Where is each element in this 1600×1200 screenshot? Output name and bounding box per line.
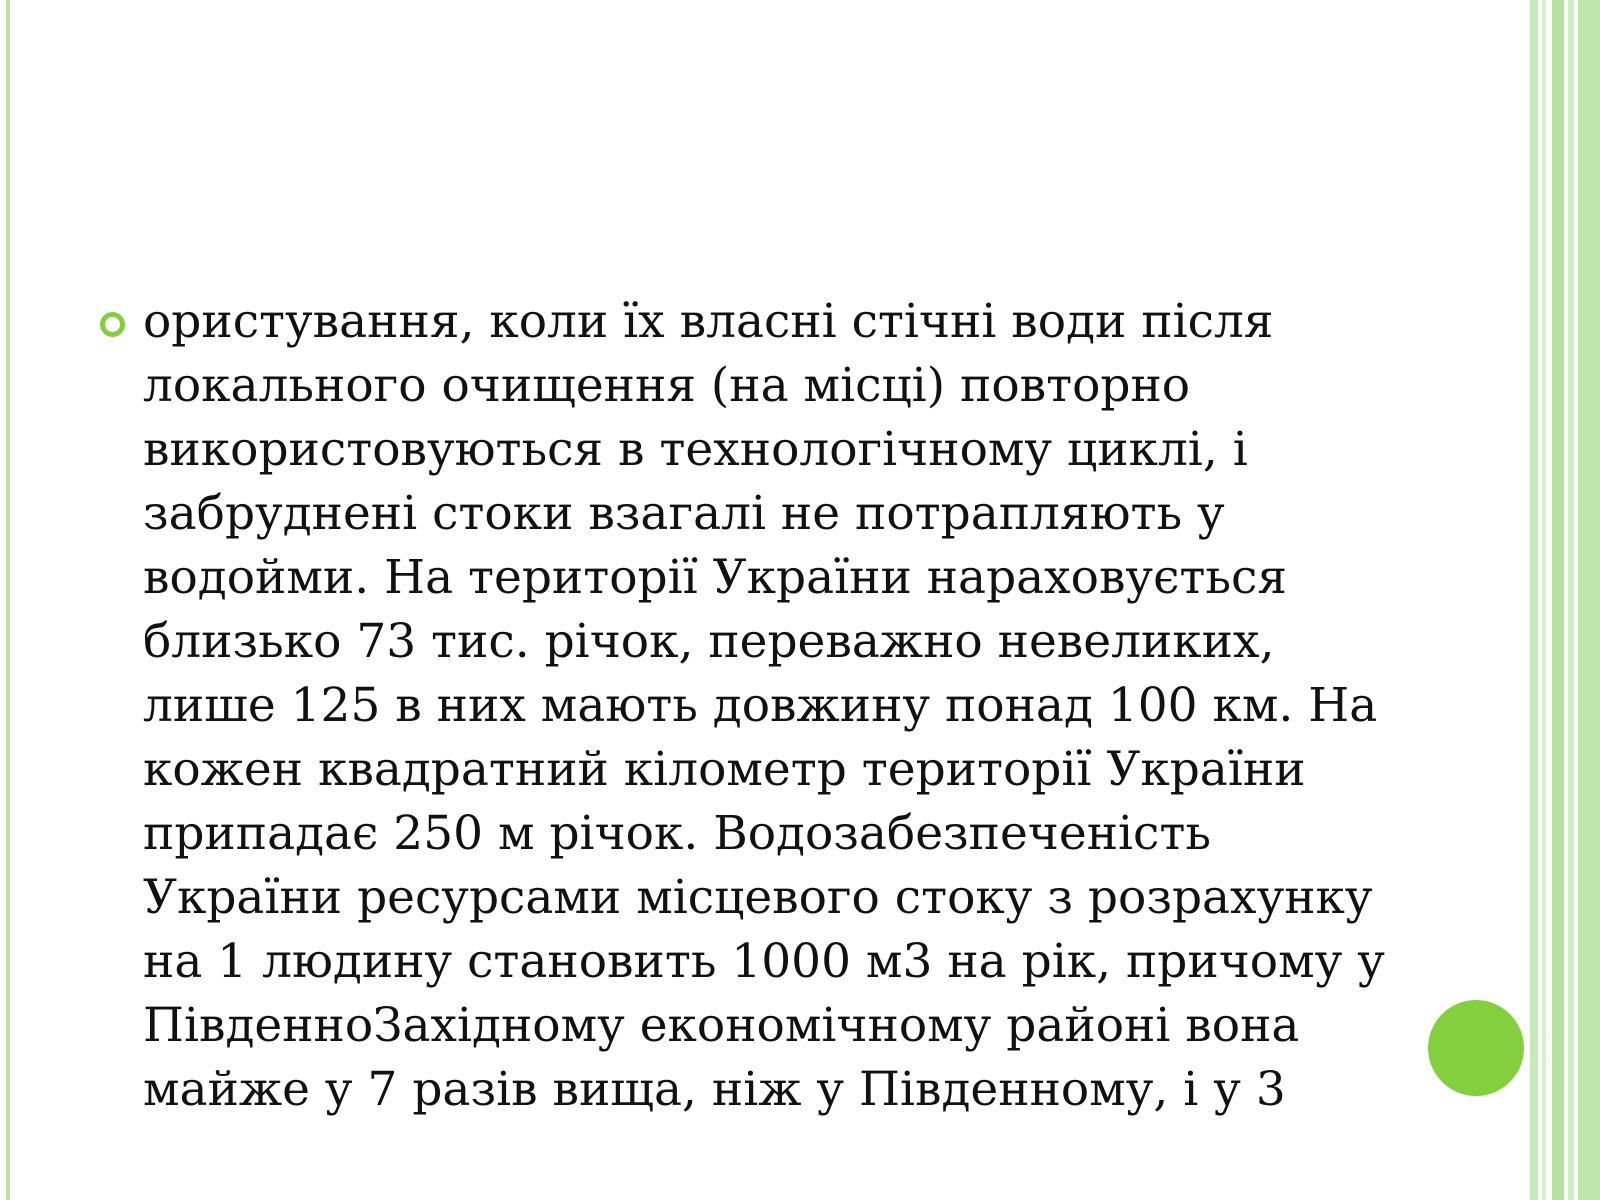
right-decor-stripe xyxy=(1530,0,1538,1200)
left-border-line xyxy=(6,0,10,1200)
right-decor-stripe xyxy=(1578,0,1600,1200)
green-circle-decoration xyxy=(1428,1000,1524,1096)
right-decor-stripe xyxy=(1568,0,1574,1200)
bullet-text: ористування, коли їх власні стічні води після локального очищення (на місці) повторно використовуються в технологічному циклі, і забруднені стоки взагалі не потрапляють у водойми. На території України нараховується близько 73 тис. річок, переважно невеликих, лише 125 в них мають довжину понад 100 км. На кожен квадратний кілометр території України припадає 250 м річок. Водозабезпеченість України ресурсами місцевого стоку з розрахунку на 1 людину становить 1000 м3 на рік, причому у ПівденноЗахідному економічному районі вона майже у 7 разів вища, ніж у Південному, і у 3 xyxy=(143,294,1385,1117)
right-decor-stripe xyxy=(1552,0,1564,1200)
ring-bullet-icon xyxy=(100,312,125,337)
slide-content xyxy=(100,290,1390,1122)
right-decor-stripe xyxy=(1542,0,1546,1200)
bullet-item xyxy=(100,290,1390,1122)
